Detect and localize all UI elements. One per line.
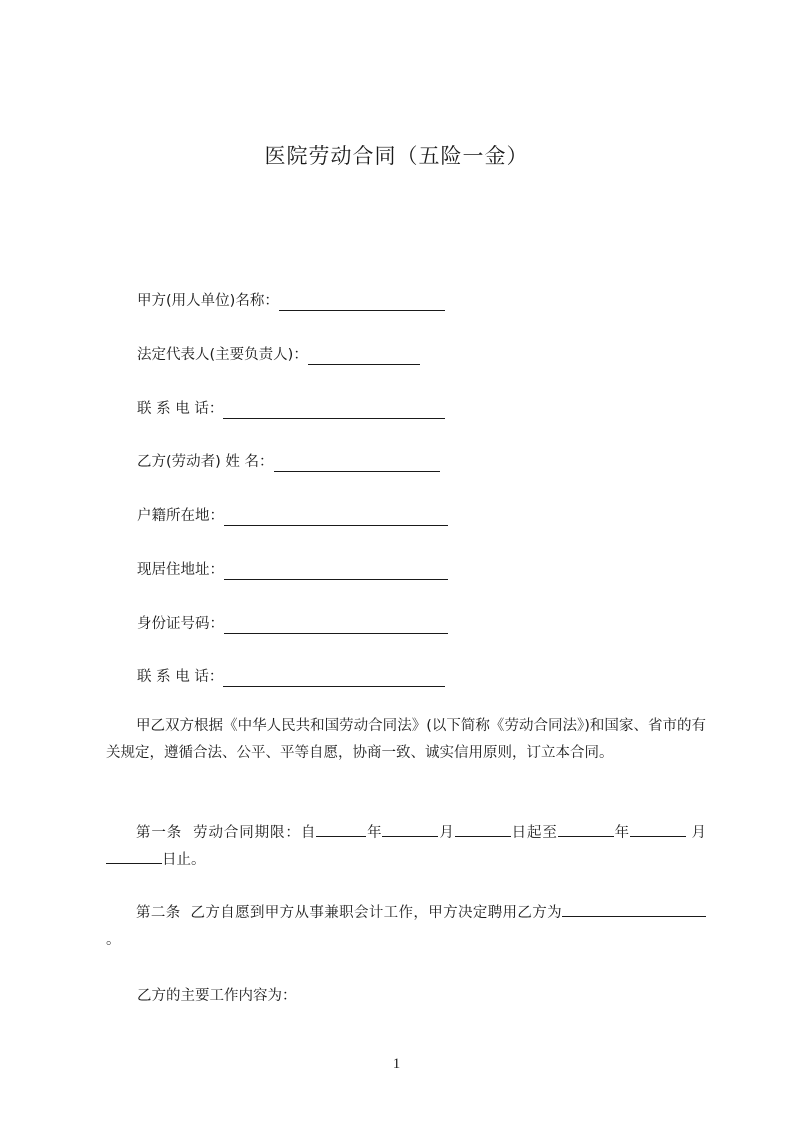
job-content-label: 乙方的主要工作内容为： [137, 988, 297, 1004]
employer-phone-label: 联 系 电 话： [137, 401, 224, 417]
article-2-heading: 第二条 [136, 905, 181, 921]
employee-name-row [137, 452, 440, 472]
employee-phone-row [137, 667, 445, 687]
document-title: 医院劳动合同（五险一金） [264, 144, 529, 168]
household-reg-blank[interactable] [224, 509, 448, 526]
end-day-label: 日止。 [162, 852, 206, 868]
intro-paragraph: 甲乙双方根据《中华人民共和国劳动合同法》(以下简称《劳动合同法》)和国家、省市的有关规定，遵循合法、公平、平等自愿，协商一致、诚实信用原则，订立本合同。 [106, 718, 706, 761]
employer-name-blank[interactable] [279, 294, 445, 311]
employer-name-label: 甲方(用人单位)名称： [137, 293, 279, 309]
legal-rep-blank[interactable] [308, 348, 420, 365]
start-year-label: 年 [366, 825, 383, 841]
employee-name-blank[interactable] [274, 455, 440, 472]
household-reg-row [137, 506, 448, 526]
position-blank-a[interactable] [562, 902, 666, 917]
id-number-row [137, 614, 448, 634]
legal-rep-label: 法定代表人(主要负责人)： [137, 347, 308, 363]
employee-name-label: 乙方(劳动者) 姓 名： [137, 454, 274, 470]
page-number: 1 [392, 1056, 401, 1072]
start-year-blank[interactable] [316, 822, 366, 837]
employer-phone-row [137, 399, 445, 419]
id-number-label: 身份证号码： [137, 616, 224, 632]
end-year-blank[interactable] [558, 822, 614, 837]
current-address-blank[interactable] [224, 563, 448, 580]
end-month-label: 月 [691, 825, 707, 841]
current-address-row [137, 560, 448, 580]
article-1-label: 劳动合同期限：自 [193, 825, 317, 841]
end-year-label: 年 [613, 825, 631, 841]
household-reg-label: 户籍所在地： [137, 508, 224, 524]
end-month-blank-a[interactable] [630, 822, 686, 837]
employee-phone-label: 联 系 电 话： [137, 669, 224, 685]
start-month-blank[interactable] [382, 822, 438, 837]
article-2-text: 乙方自愿到甲方从事兼职会计工作，甲方决定聘用乙方为 [190, 905, 562, 921]
id-number-blank[interactable] [224, 617, 448, 634]
start-day-label: 日起至 [510, 825, 558, 841]
job-content-row [137, 986, 297, 1006]
end-day-blank[interactable] [106, 849, 162, 864]
position-blank-b[interactable] [666, 902, 706, 917]
start-day-blank[interactable] [455, 822, 511, 837]
legal-rep-row [137, 345, 420, 365]
current-address-label: 现居住地址： [137, 562, 224, 578]
start-month-label: 月 [438, 825, 455, 841]
article-1-heading: 第一条 [136, 825, 183, 841]
article-2-end: 。 [106, 932, 121, 948]
article-1 [106, 820, 706, 874]
article-2 [106, 900, 706, 954]
employee-phone-blank[interactable] [223, 670, 445, 687]
employer-name-row [137, 291, 445, 311]
employer-phone-blank[interactable] [223, 402, 445, 419]
